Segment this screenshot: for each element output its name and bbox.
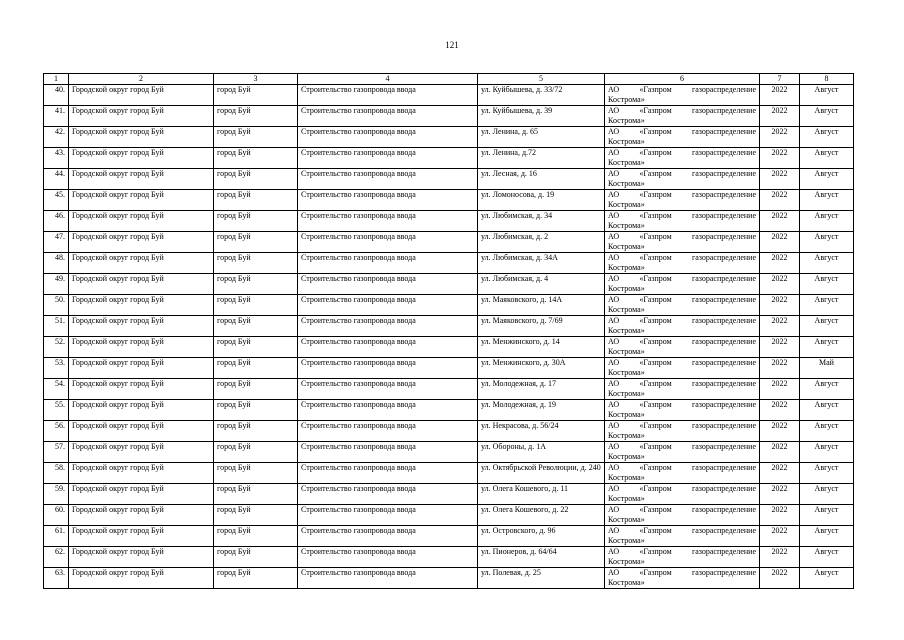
organization-line-2: Кострома» — [608, 431, 645, 440]
district-cell: Городской округ город Буй — [69, 463, 214, 484]
organization-line-1: АО «Газпром газораспределение — [608, 127, 756, 136]
district-cell: Городской округ город Буй — [69, 169, 214, 190]
row-number: 44. — [44, 169, 69, 190]
year-cell: 2022 — [760, 421, 800, 442]
work-type-cell: Строительство газопровода ввода — [298, 505, 478, 526]
table-row — [44, 568, 854, 589]
district-cell: Городской округ город Буй — [69, 547, 214, 568]
district-cell: Городской округ город Буй — [69, 358, 214, 379]
organization-line-2: Кострома» — [608, 473, 645, 482]
table-row — [44, 316, 854, 337]
district-cell: Городской округ город Буй — [69, 337, 214, 358]
table-row — [44, 295, 854, 316]
row-number: 50. — [44, 295, 69, 316]
organization-line-1: АО «Газпром газораспределение — [608, 379, 756, 388]
organization-line-1: АО «Газпром газораспределение — [608, 526, 756, 535]
organization-line-2: Кострома» — [608, 200, 645, 209]
month-cell: Август — [800, 232, 854, 253]
row-number: 52. — [44, 337, 69, 358]
row-number: 59. — [44, 484, 69, 505]
table-row — [44, 169, 854, 190]
organization-line-2: Кострома» — [608, 557, 645, 566]
district-cell: Городской округ город Буй — [69, 526, 214, 547]
gas-connection-schedule-table — [43, 73, 854, 589]
month-cell: Август — [800, 316, 854, 337]
settlement-cell: город Буй — [214, 211, 298, 232]
address-cell: ул. Менжинского, д. 30А — [478, 358, 605, 379]
row-number: 46. — [44, 211, 69, 232]
organization-cell — [605, 211, 760, 232]
column-header: 5 — [478, 74, 605, 85]
year-cell: 2022 — [760, 379, 800, 400]
address-cell: ул. Куйбышева, д. 39 — [478, 106, 605, 127]
district-cell: Городской округ город Буй — [69, 316, 214, 337]
work-type-cell: Строительство газопровода ввода — [298, 169, 478, 190]
organization-cell — [605, 127, 760, 148]
row-number: 55. — [44, 400, 69, 421]
organization-line-2: Кострома» — [608, 410, 645, 419]
address-cell: ул. Любимская, д. 4 — [478, 274, 605, 295]
year-cell: 2022 — [760, 463, 800, 484]
month-cell: Август — [800, 148, 854, 169]
address-cell: ул. Олега Кошевого, д. 22 — [478, 505, 605, 526]
row-number: 61. — [44, 526, 69, 547]
table-row — [44, 442, 854, 463]
work-type-cell: Строительство газопровода ввода — [298, 274, 478, 295]
address-cell: ул. Молодежная, д. 19 — [478, 400, 605, 421]
settlement-cell: город Буй — [214, 421, 298, 442]
organization-line-1: АО «Газпром газораспределение — [608, 358, 756, 367]
row-number: 57. — [44, 442, 69, 463]
table-row — [44, 484, 854, 505]
year-cell: 2022 — [760, 526, 800, 547]
column-header: 2 — [69, 74, 214, 85]
month-cell: Август — [800, 484, 854, 505]
work-type-cell: Строительство газопровода ввода — [298, 442, 478, 463]
organization-line-1: АО «Газпром газораспределение — [608, 484, 756, 493]
month-cell: Август — [800, 127, 854, 148]
year-cell: 2022 — [760, 295, 800, 316]
organization-cell — [605, 253, 760, 274]
organization-cell — [605, 295, 760, 316]
organization-line-1: АО «Газпром газораспределение — [608, 463, 756, 472]
district-cell: Городской округ город Буй — [69, 85, 214, 106]
year-cell: 2022 — [760, 85, 800, 106]
year-cell: 2022 — [760, 316, 800, 337]
row-number: 62. — [44, 547, 69, 568]
work-type-cell: Строительство газопровода ввода — [298, 337, 478, 358]
table-row — [44, 190, 854, 211]
table-row — [44, 253, 854, 274]
work-type-cell: Строительство газопровода ввода — [298, 295, 478, 316]
table-row — [44, 463, 854, 484]
organization-line-1: АО «Газпром газораспределение — [608, 337, 756, 346]
month-cell: Август — [800, 85, 854, 106]
district-cell: Городской округ город Буй — [69, 568, 214, 589]
organization-line-2: Кострома» — [608, 494, 645, 503]
settlement-cell: город Буй — [214, 505, 298, 526]
work-type-cell: Строительство газопровода ввода — [298, 127, 478, 148]
settlement-cell: город Буй — [214, 232, 298, 253]
row-number: 49. — [44, 274, 69, 295]
year-cell: 2022 — [760, 148, 800, 169]
address-cell: ул. Октябрьской Революции, д. 240 — [478, 463, 605, 484]
settlement-cell: город Буй — [214, 190, 298, 211]
month-cell: Май — [800, 358, 854, 379]
settlement-cell: город Буй — [214, 106, 298, 127]
organization-line-2: Кострома» — [608, 242, 645, 251]
organization-line-2: Кострома» — [608, 536, 645, 545]
month-cell: Август — [800, 547, 854, 568]
table-row — [44, 211, 854, 232]
organization-cell — [605, 505, 760, 526]
year-cell: 2022 — [760, 442, 800, 463]
work-type-cell: Строительство газопровода ввода — [298, 85, 478, 106]
row-number: 43. — [44, 148, 69, 169]
table-row — [44, 127, 854, 148]
address-cell: ул. Некрасова, д. 56/24 — [478, 421, 605, 442]
column-number-row — [44, 74, 854, 85]
organization-line-1: АО «Газпром газораспределение — [608, 400, 756, 409]
organization-line-1: АО «Газпром газораспределение — [608, 568, 756, 577]
work-type-cell: Строительство газопровода ввода — [298, 358, 478, 379]
organization-cell — [605, 316, 760, 337]
table-row — [44, 547, 854, 568]
organization-line-2: Кострома» — [608, 452, 645, 461]
row-number: 51. — [44, 316, 69, 337]
row-number: 56. — [44, 421, 69, 442]
organization-line-1: АО «Газпром газораспределение — [608, 211, 756, 220]
column-header: 3 — [214, 74, 298, 85]
month-cell: Август — [800, 421, 854, 442]
address-cell: ул. Ленина, д. 65 — [478, 127, 605, 148]
organization-line-1: АО «Газпром газораспределение — [608, 253, 756, 262]
work-type-cell: Строительство газопровода ввода — [298, 421, 478, 442]
work-type-cell: Строительство газопровода ввода — [298, 547, 478, 568]
row-number: 53. — [44, 358, 69, 379]
table-row — [44, 379, 854, 400]
month-cell: Август — [800, 400, 854, 421]
year-cell: 2022 — [760, 127, 800, 148]
settlement-cell: город Буй — [214, 127, 298, 148]
year-cell: 2022 — [760, 253, 800, 274]
organization-line-1: АО «Газпром газораспределение — [608, 190, 756, 199]
organization-line-2: Кострома» — [608, 368, 645, 377]
address-cell: ул. Ленина, д.72 — [478, 148, 605, 169]
column-header: 7 — [760, 74, 800, 85]
year-cell: 2022 — [760, 547, 800, 568]
organization-cell — [605, 169, 760, 190]
address-cell: ул. Любимская, д. 34 — [478, 211, 605, 232]
table-row — [44, 232, 854, 253]
organization-line-2: Кострома» — [608, 515, 645, 524]
settlement-cell: город Буй — [214, 295, 298, 316]
organization-line-2: Кострома» — [608, 221, 645, 230]
organization-line-1: АО «Газпром газораспределение — [608, 106, 756, 115]
year-cell: 2022 — [760, 211, 800, 232]
row-number: 58. — [44, 463, 69, 484]
address-cell: ул. Полевая, д. 25 — [478, 568, 605, 589]
row-number: 63. — [44, 568, 69, 589]
organization-cell — [605, 400, 760, 421]
district-cell: Городской округ город Буй — [69, 106, 214, 127]
settlement-cell: город Буй — [214, 379, 298, 400]
district-cell: Городской округ город Буй — [69, 484, 214, 505]
work-type-cell: Строительство газопровода ввода — [298, 148, 478, 169]
column-header: 1 — [44, 74, 69, 85]
work-type-cell: Строительство газопровода ввода — [298, 190, 478, 211]
month-cell: Август — [800, 211, 854, 232]
district-cell: Городской округ город Буй — [69, 295, 214, 316]
address-cell: ул. Куйбышева, д. 33/72 — [478, 85, 605, 106]
month-cell: Август — [800, 568, 854, 589]
work-type-cell: Строительство газопровода ввода — [298, 463, 478, 484]
settlement-cell: город Буй — [214, 568, 298, 589]
organization-line-1: АО «Газпром газораспределение — [608, 547, 756, 556]
work-type-cell: Строительство газопровода ввода — [298, 568, 478, 589]
organization-line-1: АО «Газпром газораспределение — [608, 505, 756, 514]
district-cell: Городской округ город Буй — [69, 400, 214, 421]
work-type-cell: Строительство газопровода ввода — [298, 106, 478, 127]
work-type-cell: Строительство газопровода ввода — [298, 379, 478, 400]
month-cell: Август — [800, 379, 854, 400]
address-cell: ул. Лесная, д. 16 — [478, 169, 605, 190]
month-cell: Август — [800, 463, 854, 484]
settlement-cell: город Буй — [214, 442, 298, 463]
column-header: 4 — [298, 74, 478, 85]
table-row — [44, 421, 854, 442]
settlement-cell: город Буй — [214, 526, 298, 547]
work-type-cell: Строительство газопровода ввода — [298, 526, 478, 547]
month-cell: Август — [800, 274, 854, 295]
district-cell: Городской округ город Буй — [69, 505, 214, 526]
district-cell: Городской округ город Буй — [69, 421, 214, 442]
organization-line-2: Кострома» — [608, 347, 645, 356]
year-cell: 2022 — [760, 358, 800, 379]
table-row — [44, 505, 854, 526]
table-row — [44, 148, 854, 169]
district-cell: Городской округ город Буй — [69, 127, 214, 148]
address-cell: ул. Маяковского, д. 7/69 — [478, 316, 605, 337]
organization-line-2: Кострома» — [608, 116, 645, 125]
month-cell: Август — [800, 106, 854, 127]
address-cell: ул. Островского, д. 96 — [478, 526, 605, 547]
row-number: 45. — [44, 190, 69, 211]
row-number: 60. — [44, 505, 69, 526]
organization-cell — [605, 190, 760, 211]
organization-line-2: Кострома» — [608, 389, 645, 398]
month-cell: Август — [800, 505, 854, 526]
organization-line-2: Кострома» — [608, 263, 645, 272]
organization-cell — [605, 568, 760, 589]
organization-cell — [605, 421, 760, 442]
organization-line-2: Кострома» — [608, 95, 645, 104]
organization-line-1: АО «Газпром газораспределение — [608, 274, 756, 283]
month-cell: Август — [800, 337, 854, 358]
work-type-cell: Строительство газопровода ввода — [298, 253, 478, 274]
row-number: 40. — [44, 85, 69, 106]
organization-line-2: Кострома» — [608, 578, 645, 587]
organization-line-1: АО «Газпром газораспределение — [608, 85, 756, 94]
address-cell: ул. Менжинского, д. 14 — [478, 337, 605, 358]
month-cell: Август — [800, 169, 854, 190]
settlement-cell: город Буй — [214, 337, 298, 358]
organization-line-2: Кострома» — [608, 305, 645, 314]
year-cell: 2022 — [760, 337, 800, 358]
district-cell: Городской округ город Буй — [69, 442, 214, 463]
organization-cell — [605, 85, 760, 106]
row-number: 48. — [44, 253, 69, 274]
table-row — [44, 400, 854, 421]
column-header: 8 — [800, 74, 854, 85]
table-body — [44, 85, 854, 589]
address-cell: ул. Любимская, д. 34А — [478, 253, 605, 274]
organization-cell — [605, 463, 760, 484]
month-cell: Август — [800, 295, 854, 316]
organization-cell — [605, 526, 760, 547]
year-cell: 2022 — [760, 568, 800, 589]
district-cell: Городской округ город Буй — [69, 232, 214, 253]
work-type-cell: Строительство газопровода ввода — [298, 400, 478, 421]
organization-line-1: АО «Газпром газораспределение — [608, 442, 756, 451]
year-cell: 2022 — [760, 400, 800, 421]
address-cell: ул. Обороны, д. 1А — [478, 442, 605, 463]
address-cell: ул. Олега Кошевого, д. 11 — [478, 484, 605, 505]
column-header: 6 — [605, 74, 760, 85]
organization-cell — [605, 232, 760, 253]
settlement-cell: город Буй — [214, 316, 298, 337]
organization-cell — [605, 547, 760, 568]
organization-line-2: Кострома» — [608, 158, 645, 167]
organization-line-2: Кострома» — [608, 137, 645, 146]
address-cell: ул. Пионеров, д. 64/64 — [478, 547, 605, 568]
month-cell: Август — [800, 190, 854, 211]
organization-cell — [605, 148, 760, 169]
work-type-cell: Строительство газопровода ввода — [298, 211, 478, 232]
row-number: 42. — [44, 127, 69, 148]
settlement-cell: город Буй — [214, 274, 298, 295]
address-cell: ул. Молодежная, д. 17 — [478, 379, 605, 400]
month-cell: Август — [800, 442, 854, 463]
page-number: 121 — [445, 40, 459, 50]
organization-cell — [605, 106, 760, 127]
settlement-cell: город Буй — [214, 85, 298, 106]
organization-cell — [605, 274, 760, 295]
settlement-cell: город Буй — [214, 148, 298, 169]
organization-line-2: Кострома» — [608, 284, 645, 293]
settlement-cell: город Буй — [214, 358, 298, 379]
organization-cell — [605, 379, 760, 400]
address-cell: ул. Любимская, д. 2 — [478, 232, 605, 253]
table-row — [44, 337, 854, 358]
organization-cell — [605, 337, 760, 358]
year-cell: 2022 — [760, 505, 800, 526]
organization-line-1: АО «Газпром газораспределение — [608, 232, 756, 241]
settlement-cell: город Буй — [214, 484, 298, 505]
settlement-cell: город Буй — [214, 463, 298, 484]
year-cell: 2022 — [760, 106, 800, 127]
settlement-cell: город Буй — [214, 169, 298, 190]
district-cell: Городской округ город Буй — [69, 148, 214, 169]
table-row — [44, 106, 854, 127]
settlement-cell: город Буй — [214, 547, 298, 568]
settlement-cell: город Буй — [214, 253, 298, 274]
organization-line-2: Кострома» — [608, 326, 645, 335]
table-row — [44, 526, 854, 547]
address-cell: ул. Ломоносова, д. 19 — [478, 190, 605, 211]
district-cell: Городской округ город Буй — [69, 190, 214, 211]
organization-line-2: Кострома» — [608, 179, 645, 188]
organization-line-1: АО «Газпром газораспределение — [608, 421, 756, 430]
year-cell: 2022 — [760, 190, 800, 211]
settlement-cell: город Буй — [214, 400, 298, 421]
month-cell: Август — [800, 526, 854, 547]
work-type-cell: Строительство газопровода ввода — [298, 484, 478, 505]
address-cell: ул. Маяковского, д. 14А — [478, 295, 605, 316]
work-type-cell: Строительство газопровода ввода — [298, 232, 478, 253]
row-number: 54. — [44, 379, 69, 400]
organization-line-1: АО «Газпром газораспределение — [608, 316, 756, 325]
district-cell: Городской округ город Буй — [69, 274, 214, 295]
work-type-cell: Строительство газопровода ввода — [298, 316, 478, 337]
organization-cell — [605, 358, 760, 379]
table-row — [44, 274, 854, 295]
month-cell: Август — [800, 253, 854, 274]
district-cell: Городской округ город Буй — [69, 379, 214, 400]
table-row — [44, 358, 854, 379]
table-row — [44, 85, 854, 106]
organization-line-1: АО «Газпром газораспределение — [608, 169, 756, 178]
organization-cell — [605, 442, 760, 463]
organization-line-1: АО «Газпром газораспределение — [608, 295, 756, 304]
district-cell: Городской округ город Буй — [69, 253, 214, 274]
district-cell: Городской округ город Буй — [69, 211, 214, 232]
year-cell: 2022 — [760, 232, 800, 253]
row-number: 41. — [44, 106, 69, 127]
organization-line-1: АО «Газпром газораспределение — [608, 148, 756, 157]
year-cell: 2022 — [760, 484, 800, 505]
organization-cell — [605, 484, 760, 505]
year-cell: 2022 — [760, 169, 800, 190]
row-number: 47. — [44, 232, 69, 253]
year-cell: 2022 — [760, 274, 800, 295]
